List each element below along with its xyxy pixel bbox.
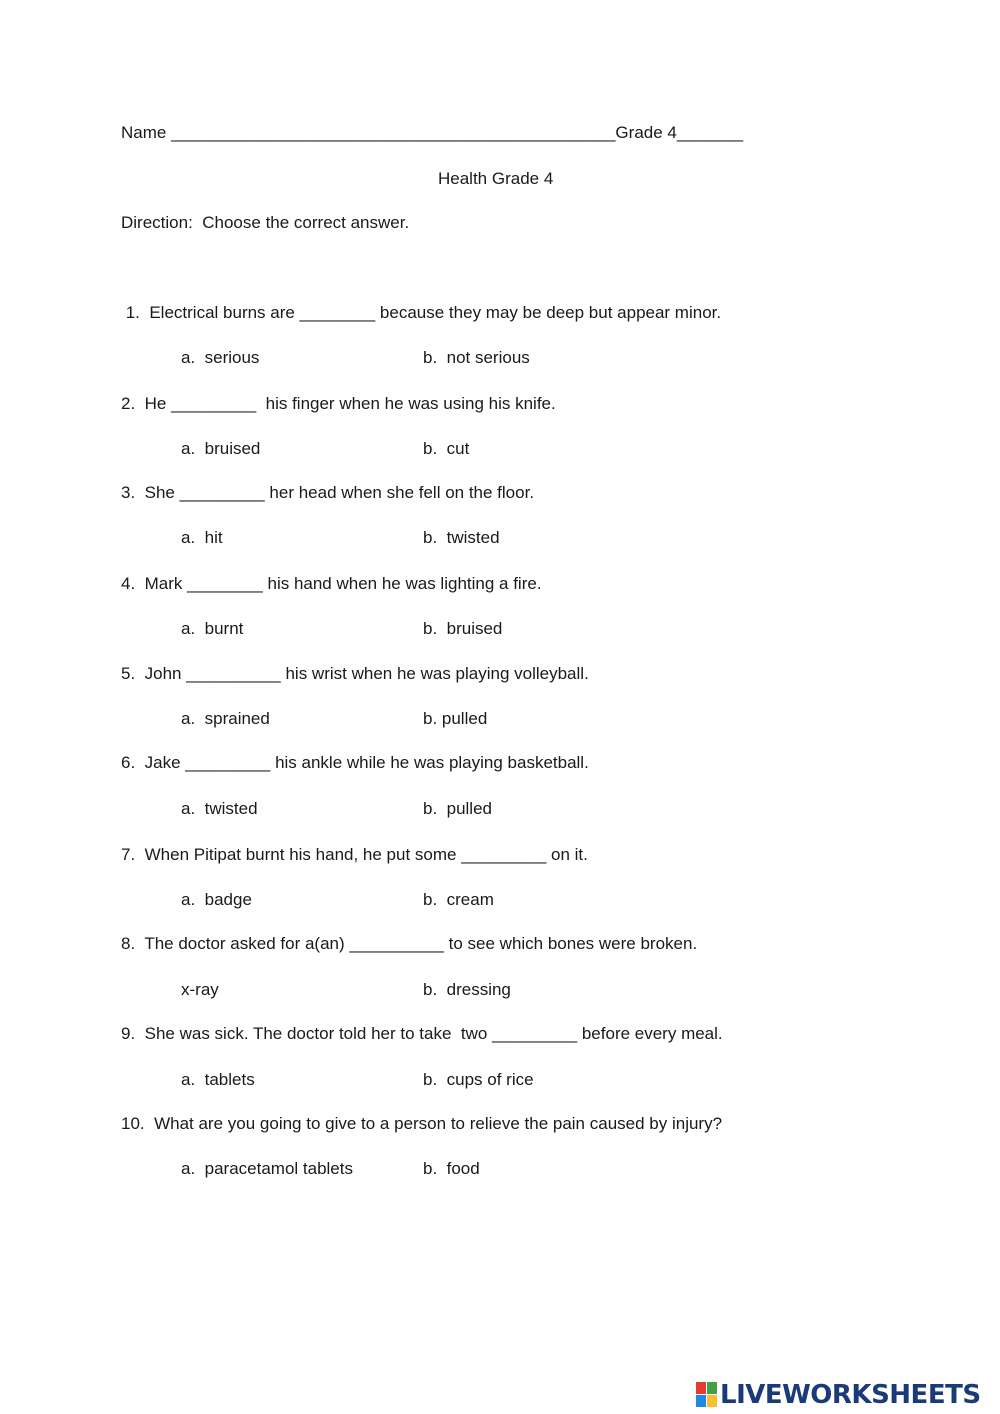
question-6-option-b[interactable]: b. pulled xyxy=(423,799,492,818)
question-10-option-b[interactable]: b. food xyxy=(423,1159,480,1178)
question-3: 3. She _________ her head when she fell on the floor. xyxy=(121,483,535,502)
liveworksheets-logo xyxy=(696,1378,981,1412)
question-2-option-a[interactable]: a. bruised xyxy=(181,439,261,458)
question-5-option-b[interactable]: b. pulled xyxy=(423,709,488,728)
question-7-option-b[interactable]: b. cream xyxy=(423,890,494,909)
liveworksheets-logo-icon xyxy=(696,1382,718,1408)
logo-square-red xyxy=(696,1382,706,1394)
question-8-option-a[interactable]: x-ray xyxy=(181,980,219,999)
question-4-option-b[interactable]: b. bruised xyxy=(423,619,503,638)
question-6: 6. Jake _________ his ankle while he was playing basketball. xyxy=(121,753,589,772)
question-10-option-a[interactable]: a. paracetamol tablets xyxy=(181,1159,353,1178)
question-2: 2. He _________ his finger when he was using his knife. xyxy=(121,394,556,413)
question-4: 4. Mark ________ his hand when he was lighting a fire. xyxy=(121,574,542,593)
question-3-option-b[interactable]: b. twisted xyxy=(423,528,500,547)
question-10: 10. What are you going to give to a person to relieve the pain caused by injury? xyxy=(121,1114,723,1133)
question-5-option-a[interactable]: a. sprained xyxy=(181,709,270,728)
worksheet-title: Health Grade 4 xyxy=(438,169,554,188)
question-2-option-b[interactable]: b. cut xyxy=(423,439,470,458)
question-8-option-b[interactable]: b. dressing xyxy=(423,980,511,999)
question-1: 1. Electrical burns are ________ because they may be deep but appear minor. xyxy=(121,303,722,322)
logo-square-blue xyxy=(696,1395,706,1407)
question-1-option-b[interactable]: b. not serious xyxy=(423,348,530,367)
logo-square-green xyxy=(707,1382,717,1394)
question-8: 8. The doctor asked for a(an) __________ to see which bones were broken. xyxy=(121,934,698,953)
question-9-option-a[interactable]: a. tablets xyxy=(181,1070,255,1089)
direction-text: Direction: Choose the correct answer. xyxy=(121,213,410,232)
question-7: 7. When Pitipat burnt his hand, he put some _________ on it. xyxy=(121,845,588,864)
question-9: 9. She was sick. The doctor told her to take two _________ before every meal. xyxy=(121,1024,723,1043)
question-1-option-a[interactable]: a. serious xyxy=(181,348,260,367)
question-9-option-b[interactable]: b. cups of rice xyxy=(423,1070,534,1089)
question-3-option-a[interactable]: a. hit xyxy=(181,528,223,547)
question-4-option-a[interactable]: a. burnt xyxy=(181,619,244,638)
name-grade-line: Name _______________________________________________Grade 4_______ xyxy=(121,123,744,142)
question-7-option-a[interactable]: a. badge xyxy=(181,890,252,909)
logo-square-yellow xyxy=(707,1395,717,1407)
question-5: 5. John __________ his wrist when he was playing volleyball. xyxy=(121,664,589,683)
liveworksheets-logo-text: LIVEWORKSHEETS xyxy=(720,1380,981,1410)
question-6-option-a[interactable]: a. twisted xyxy=(181,799,258,818)
